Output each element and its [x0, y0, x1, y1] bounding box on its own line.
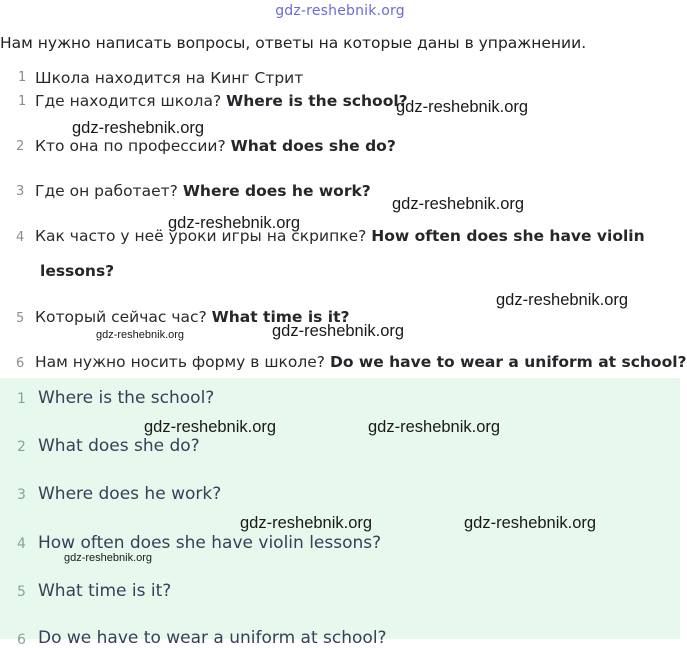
question-line [35, 137, 396, 155]
watermark: gdz-reshebnik.org [464, 514, 597, 532]
watermark: gdz-reshebnik.org [368, 418, 501, 436]
question-en: Where is the school? [226, 92, 408, 110]
answers-panel [0, 378, 680, 648]
question-line [35, 227, 645, 245]
answer-text: Where does he work? [38, 484, 222, 504]
intro-text: Нам нужно написать вопросы, ответы на которые даны в упражнении. [0, 34, 587, 52]
answer-text: How often does she have violin lessons? [38, 533, 382, 553]
question-number: 6 [16, 356, 25, 371]
site-header-link[interactable]: gdz-reshebnik.org [275, 3, 405, 19]
question-ru: Кто она по профессии? [35, 137, 226, 155]
watermark: gdz-reshebnik.org [272, 322, 405, 340]
answer-number: 5 [17, 584, 26, 600]
answer-number: 4 [17, 536, 26, 552]
question-number: 2 [16, 139, 25, 154]
watermark: gdz-reshebnik.org [96, 329, 185, 341]
cutoff-text: Школа находится на Кинг Стрит [35, 69, 304, 87]
question-number: 3 [16, 184, 25, 199]
question-en: How often does she have violin [371, 227, 645, 245]
question-ru: Нам нужно носить форму в школе? [35, 353, 326, 371]
watermark: gdz-reshebnik.org [144, 418, 277, 436]
question-number: 1 [18, 94, 27, 109]
question-en: Where does he work? [182, 182, 371, 200]
question-en: What does she do? [230, 137, 396, 155]
question-ru: Где он работает? [35, 182, 178, 200]
question-number: 5 [16, 311, 25, 326]
question-line [35, 92, 408, 110]
watermark: gdz-reshebnik.org [168, 214, 301, 232]
answer-text: Do we have to wear a uniform at school? [38, 628, 387, 648]
question-ru: Как часто у неё уроки игры на скрипке? [35, 227, 367, 245]
answer-number: 6 [17, 632, 26, 648]
question-line [35, 182, 371, 200]
answer-text: Where is the school? [38, 388, 215, 408]
answer-number: 1 [17, 391, 26, 407]
question-ru: Который сейчас час? [35, 308, 207, 326]
watermark: gdz-reshebnik.org [240, 514, 373, 532]
watermark: gdz-reshebnik.org [396, 98, 529, 116]
question-en: What time is it? [211, 308, 350, 326]
answer-number: 3 [17, 487, 26, 503]
watermark: gdz-reshebnik.org [72, 119, 205, 137]
question-number: 4 [16, 230, 25, 245]
cutoff-line [0, 64, 680, 87]
answer-number: 2 [17, 439, 26, 455]
question-en-continuation: lessons? [40, 262, 115, 280]
question-line [35, 353, 687, 371]
question-ru: Где находится школа? [35, 92, 222, 110]
question-en: Do we have to wear a uniform at school? [329, 353, 687, 371]
site-header [0, 0, 680, 26]
watermark: gdz-reshebnik.org [392, 195, 525, 213]
answer-text: What does she do? [38, 436, 200, 456]
watermark: gdz-reshebnik.org [64, 552, 153, 564]
answer-text: What time is it? [38, 581, 172, 601]
cutoff-number: 1 [18, 70, 27, 85]
watermark: gdz-reshebnik.org [496, 291, 629, 309]
